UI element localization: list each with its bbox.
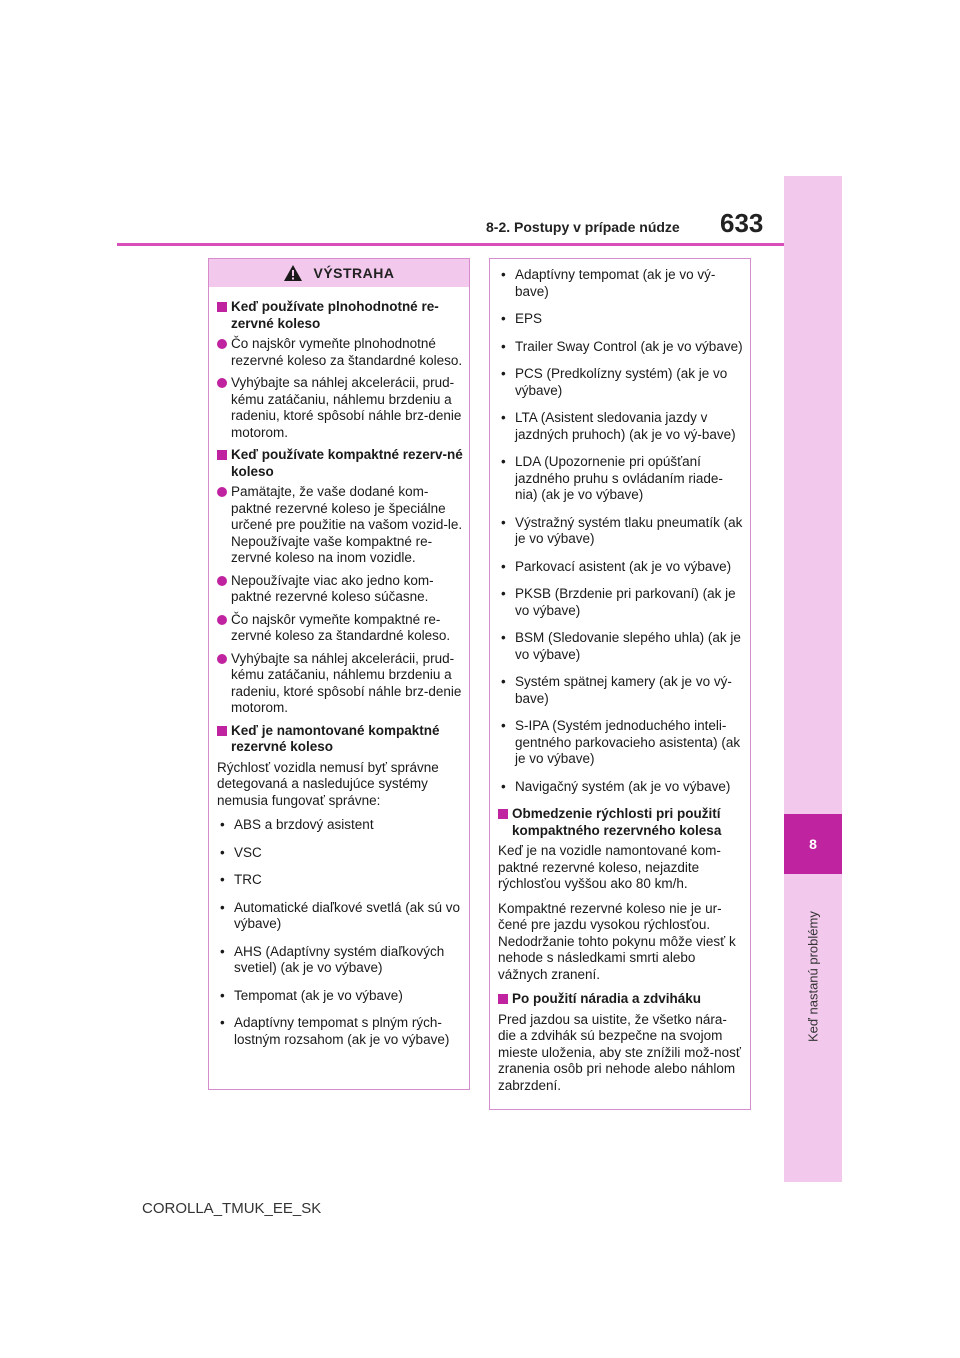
list-item: • LDA (Upozornenie pri opúšťaní jazdného pruhu s ovládaním riade-nia) (ak je vo výbave) xyxy=(501,454,723,502)
section-heading: Keď používate plnohodnotné re-zervné koleso xyxy=(217,299,463,332)
section-heading: Keď je namontované kompaktné rezervné koleso xyxy=(217,723,463,756)
dot-bullet-icon xyxy=(217,378,227,388)
dot-bullet-item: Čo najskôr vymeňte plnohodnotné rezervné koleso za štandardné koleso. xyxy=(217,336,463,369)
list-item: • Adaptívny tempomat s plným rých-lostným rozsahom (ak je vo výbave) xyxy=(220,1015,450,1047)
list-item: • Navigačný systém (ak je vo výbave) xyxy=(501,778,731,794)
list-item: • Trailer Sway Control (ak je vo výbave) xyxy=(501,338,743,354)
paragraph: Pred jazdou sa uistite, že všetko nára-die a zdvihák sú bezpečne na svojom mieste uloženia, aby ste znížili mož-nosť zranenia osôb pri nehode alebo náhlom zabrzdení. xyxy=(498,1011,741,1093)
dot-bullet-item: Nepoužívajte viac ako jedno kom-paktné rezervné koleso súčasne. xyxy=(217,573,463,606)
list-item: • ABS a brzdový asistent xyxy=(220,817,374,832)
list-item: • BSM (Sledovanie slepého uhla) (ak je vo výbave) xyxy=(501,630,741,662)
list-item: • Automatické diaľkové svetlá (ak sú vo výbave) xyxy=(220,899,461,931)
dot-bullet-icon xyxy=(217,487,227,497)
list-item: • AHS (Adaptívny systém diaľkových svetiel) (ak je vo výbave) xyxy=(220,943,445,975)
dot-bullet-item: Čo najskôr vymeňte kompaktné re-zervné koleso za štandardné koleso. xyxy=(217,612,463,645)
warning-title: VÝSTRAHA xyxy=(313,264,395,281)
list-item: • EPS xyxy=(501,311,543,326)
warning-header xyxy=(209,259,469,287)
square-bullet-icon xyxy=(498,809,508,819)
chapter-tab[interactable]: 8 xyxy=(784,814,842,874)
chapter-label: Keď nastanú problémy xyxy=(805,911,821,1042)
list-item: • Systém spätnej kamery (ak je vo vý-bave) xyxy=(501,674,732,706)
dot-bullet-icon xyxy=(217,339,227,349)
section-heading: Keď používate kompaktné rezerv-né koleso xyxy=(217,447,463,480)
list-item: • PKSB (Brzdenie pri parkovaní) (ak je vo výbave) xyxy=(501,586,736,618)
list-item: • LTA (Asistent sledovania jazdy v jazdných pruhoch) (ak je vo vý-bave) xyxy=(501,410,736,442)
square-bullet-icon xyxy=(217,450,227,460)
section-heading: Obmedzenie rýchlosti pri použití kompaktného rezervného kolesa xyxy=(498,806,744,839)
dot-bullet-item: Vyhýbajte sa náhlej akcelerácii, prud-kému zatáčaniu, náhlemu brzdeniu a radeniu, ktoré spôsobí náhle brz-denie motorom. xyxy=(217,651,463,717)
paragraph: Rýchlosť vozidla nemusí byť správne detegovaná a nasledujúce systémy nemusia fungovať správne: xyxy=(217,759,439,808)
warning-triangle-icon xyxy=(283,264,303,282)
dot-bullet-icon xyxy=(217,576,227,586)
list-item: • PCS (Predkolízny systém) (ak je vo výbave) xyxy=(501,366,728,398)
dot-bullet-icon xyxy=(217,654,227,664)
square-bullet-icon xyxy=(217,726,227,736)
section-heading: Po použití náradia a zdviháku xyxy=(498,991,744,1008)
dot-bullet-item: Pamätajte, že vaše dodané kom-paktné rezervné koleso je špeciálne určené pre použitie na vašom vozid-le. Nepoužívajte vaše kompaktné re-zervné koleso na inom vozidle. xyxy=(217,484,463,567)
list-item: • Tempomat (ak je vo výbave) xyxy=(220,987,403,1003)
page-number: 633 xyxy=(720,208,764,238)
dot-bullet-icon xyxy=(217,615,227,625)
list-item: • Parkovací asistent (ak je vo výbave) xyxy=(501,558,732,574)
warning-box-right xyxy=(489,258,751,1110)
list-item: • Výstražný systém tlaku pneumatík (ak je vo výbave) xyxy=(501,514,743,546)
paragraph: Kompaktné rezervné koleso nie je ur-čené pre jazdu vysokou rýchlosťou. Nedodržanie tohto pokynu môže viesť k nehode s následkami smrti alebo vážnych zranení. xyxy=(498,900,736,982)
list-item: • TRC xyxy=(220,872,262,887)
list-item: • S-IPA (Systém jednoduchého inteli-gentného parkovacieho asistenta) (ak je vo výbave) xyxy=(501,718,741,766)
section-title: 8-2. Postupy v prípade núdze xyxy=(486,219,680,235)
warning-box-left xyxy=(208,258,470,1090)
list-item: • VSC xyxy=(220,844,262,860)
dot-bullet-item: Vyhýbajte sa náhlej akcelerácii, prud-kému zatáčaniu, náhlemu brzdeniu a radeniu, ktoré spôsobí náhle brz-denie motorom. xyxy=(217,375,463,441)
paragraph: Keď je na vozidle namontované kom-paktné rezervné koleso, nejazdite rýchlosťou vyššou ako 80 km/h. xyxy=(498,843,721,891)
header-divider xyxy=(117,243,784,246)
square-bullet-icon xyxy=(498,994,508,1004)
footer-code: COROLLA_TMUK_EE_SK xyxy=(142,1200,322,1217)
list-item: • Adaptívny tempomat (ak je vo vý-bave) xyxy=(501,267,716,299)
square-bullet-icon xyxy=(217,302,227,312)
